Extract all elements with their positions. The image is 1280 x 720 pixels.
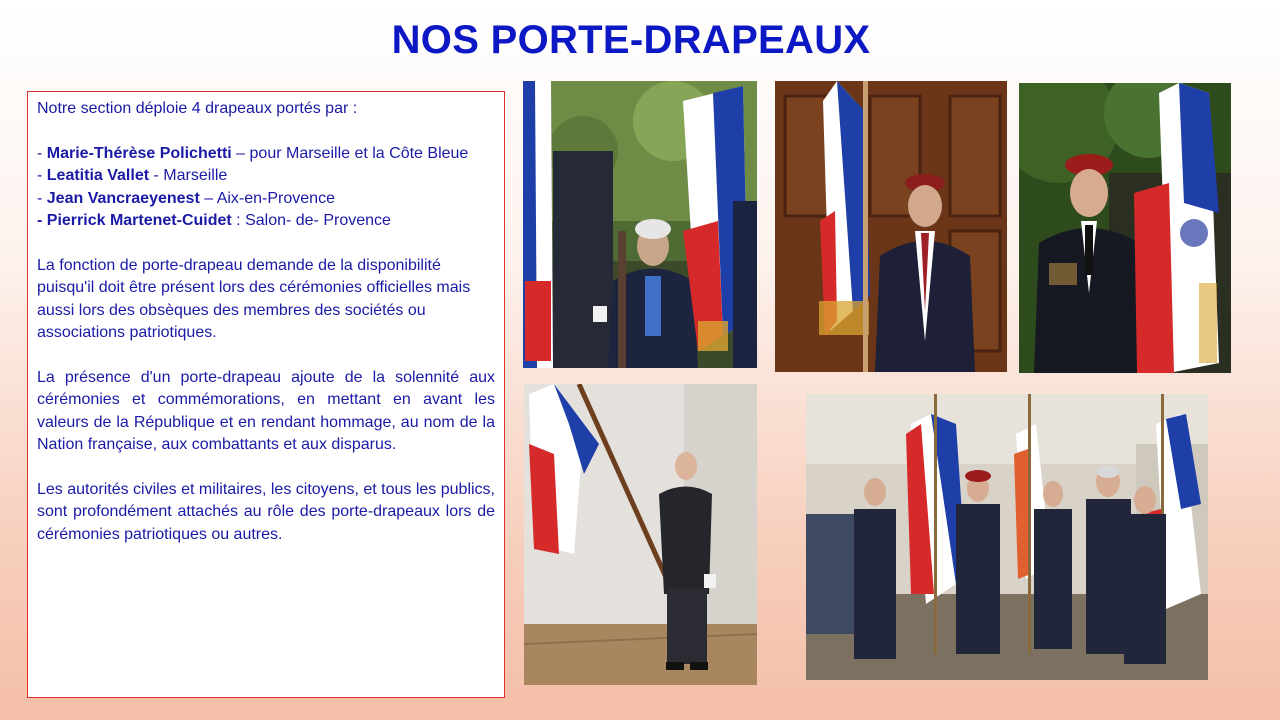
intro-text: Notre section déploie 4 drapeaux portés par : (37, 100, 358, 117)
bearer-line-3: - Jean Vancraeyenest – Aix-en-Provence (37, 189, 335, 207)
bearer-name: Leatitia Vallet (46, 167, 150, 184)
paragraph-authorities: Les autorités civiles et militaires, les citoyens, et tous les publics, sont profondément attachés au rôle des porte-drapeaux lors de cérémonies patriotiques ou autres. (37, 480, 495, 543)
bearer-name: Marie-Thérèse Polichetti (46, 144, 232, 162)
bearer-line-4: - Pierrick Martenet-Cuidet : Salon- de- Provence (37, 212, 391, 229)
photo-bearer-green-background (1019, 83, 1231, 373)
bearer-line-2: - Leatitia Vallet - Marseille (37, 167, 228, 184)
photo-bearer-indoors (524, 384, 757, 685)
photo-veteran-red-beret (775, 81, 1007, 372)
paragraph-role: La fonction de porte-drapeau demande de la disponibilité puisqu'il doit être présent lors des cérémonies officielles mais aussi lors des obsèques des membres des sociétés ou associations patriotiques. (37, 256, 471, 341)
photo-group-flag-bearers (806, 394, 1208, 680)
bearer-name: Pierrick Martenet-Cuidet (46, 212, 232, 229)
page-title: NOS PORTE-DRAPEAUX (391, 18, 871, 62)
paragraph-solemnity: La présence d'un porte-drapeau ajoute de la solennité aux cérémonies et commémorations, en mettant en avant les valeurs de la République et en rendant hommage, au nom de la Nation française, aux combattants et aux disparus. (37, 368, 495, 453)
photo-flag-bearer-woman (523, 81, 757, 368)
text-panel (27, 91, 505, 698)
bearer-name: Jean Vancraeyenest (46, 189, 200, 207)
bearer-line-1: - Marie-Thérèse Polichetti – pour Marseille et la Côte Bleue (37, 144, 469, 162)
